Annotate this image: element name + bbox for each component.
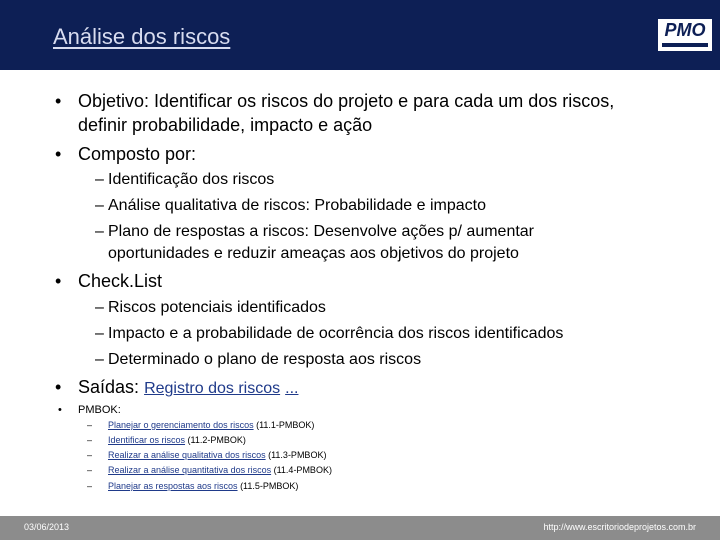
bullet-text: definir probabilidade, impacto e ação xyxy=(78,115,373,135)
pmbok-ref: (11.1-PMBOK) xyxy=(253,420,315,430)
dash-marker: – xyxy=(95,197,104,214)
pmbok-ref: (11.4-PMBOK) xyxy=(271,465,332,475)
subbullet-text: oportunidades e reduzir ameaças aos objetivos do projeto xyxy=(108,245,519,262)
pmbok-link[interactable]: Realizar a análise quantitativa dos riscos xyxy=(108,465,272,475)
subbullet-text: Riscos potenciais identificados xyxy=(108,299,326,316)
bullet-text xyxy=(78,376,298,400)
dash-marker: – xyxy=(95,351,104,368)
bullet-marker: • xyxy=(55,144,62,164)
dash-marker: – xyxy=(87,481,93,491)
saidas-label: Saídas: xyxy=(78,377,140,397)
bullet-text: Check.List xyxy=(78,271,163,291)
slide-title[interactable]: Análise dos riscos xyxy=(53,24,231,49)
footer-url[interactable]: http://www.escritoriodeprojetos.com.br xyxy=(543,522,696,532)
pmbok-ref: (11.3-PMBOK) xyxy=(265,450,327,460)
bullet-marker: • xyxy=(55,377,62,397)
dash-marker: – xyxy=(95,325,104,342)
pmbok-link[interactable]: Planejar as respostas aos riscos xyxy=(108,481,238,491)
dash-marker: – xyxy=(95,171,104,188)
pmbok-link[interactable]: Planejar o gerenciamento dos riscos xyxy=(108,420,254,430)
subbullet-text: Determinado o plano de resposta aos riscos xyxy=(108,351,422,368)
dash-marker: – xyxy=(95,299,104,316)
dash-marker: – xyxy=(95,223,104,240)
bullet-text: Objetivo: Identificar os riscos do projeto e para cada um dos riscos, xyxy=(78,91,615,111)
bullet-text: PMBOK: xyxy=(78,404,121,416)
more-link[interactable]: ... xyxy=(285,380,299,397)
bullet-text: Composto por: xyxy=(78,144,197,164)
subbullet-text: Análise qualitativa de riscos: Probabilidade e impacto xyxy=(108,197,486,214)
dash-marker: – xyxy=(87,450,93,460)
pmbok-link[interactable]: Realizar a análise qualitativa dos riscos xyxy=(108,450,266,460)
dash-marker: – xyxy=(87,435,93,445)
pmbok-ref: (11.5-PMBOK) xyxy=(237,481,299,491)
logo-text: PMO xyxy=(664,20,706,40)
registro-dos-riscos-link[interactable]: Registro dos riscos xyxy=(144,380,281,397)
bullet-marker: • xyxy=(55,271,62,291)
subbullet-text: Impacto e a probabilidade de ocorrência dos riscos identificados xyxy=(108,325,564,342)
subbullet-text: Plano de respostas a riscos: Desenvolve ações p/ aumentar xyxy=(108,223,535,240)
pmbok-link[interactable]: Identificar os riscos xyxy=(108,435,186,445)
dash-marker: – xyxy=(87,420,93,430)
dash-marker: – xyxy=(87,465,93,475)
bullet-marker: • xyxy=(58,404,62,416)
footer-date: 03/06/2013 xyxy=(24,522,70,532)
subbullet-text: Identificação dos riscos xyxy=(108,171,275,188)
pmbok-ref: (11.2-PMBOK) xyxy=(185,435,246,445)
bullet-marker: • xyxy=(55,91,62,111)
